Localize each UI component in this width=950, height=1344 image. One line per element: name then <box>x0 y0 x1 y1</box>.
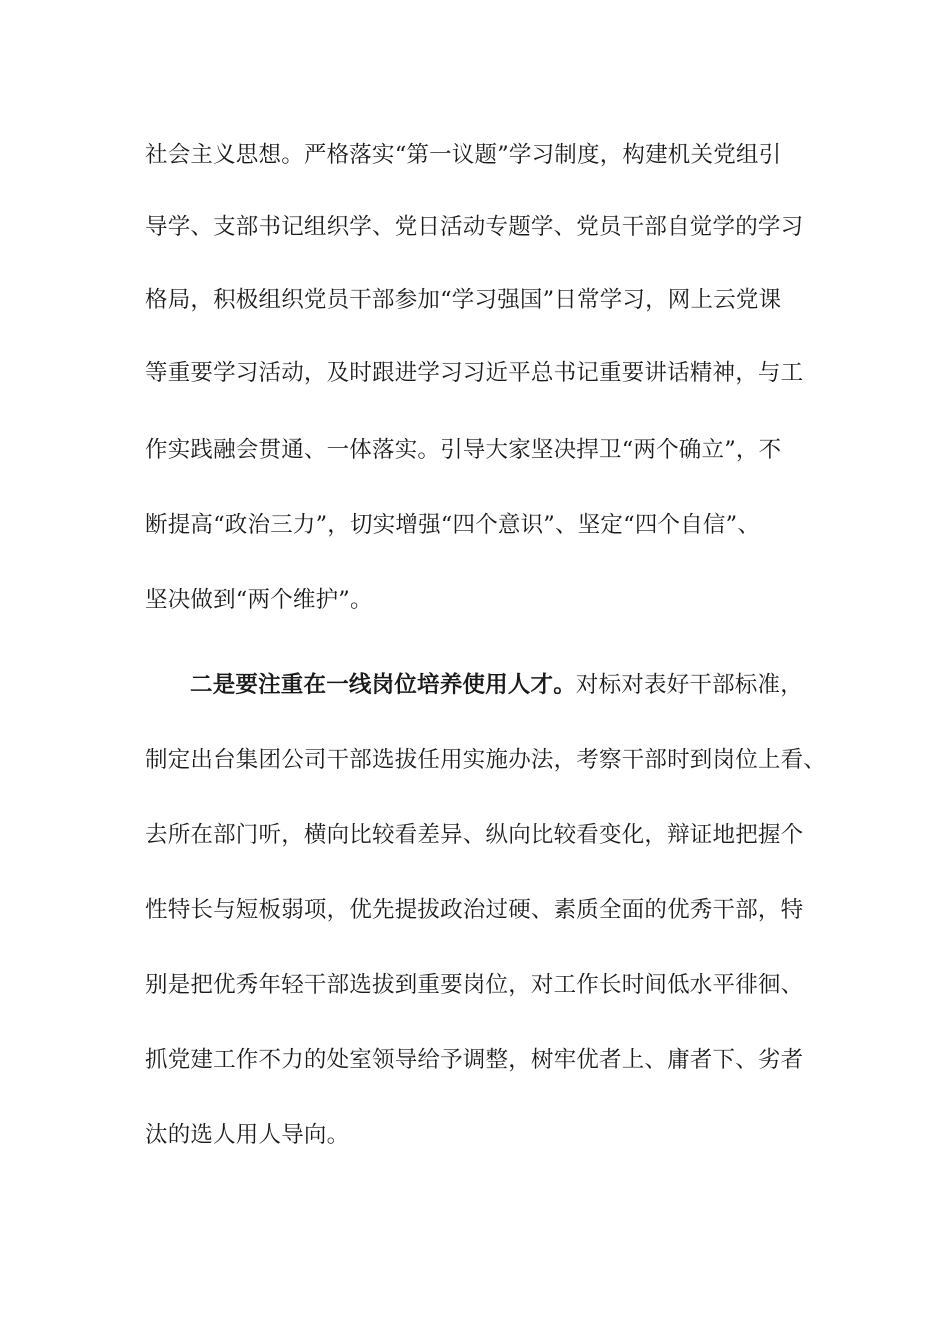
text-line <box>190 670 803 700</box>
text-line: 格局，积极组织党员干部参加“学习强国”日常学习，网上云党课 <box>145 287 782 313</box>
text-line: 断提高“政治三力”，切实增强“四个意识”、坚定“四个自信”、 <box>145 512 761 538</box>
paragraph-heading: 二是要注重在一线岗位培养使用人才。 <box>190 672 576 698</box>
text-line: 性特长与短板弱项，优先提拔政治过硬、素质全面的优秀干部，特 <box>145 897 804 923</box>
text-line: 制定出台集团公司干部选拔任用实施办法，考察干部时到岗位上看、 <box>145 747 827 773</box>
text-line: 社会主义思想。严格落实“第一议题”学习制度，构建机关党组引 <box>145 142 782 168</box>
text-line: 抓党建工作不力的处室领导给予调整，树牢优者上、庸者下、劣者 <box>145 1047 804 1073</box>
text-line: 别是把优秀年轻干部选拔到重要岗位，对工作长时间低水平徘徊、 <box>145 972 804 998</box>
text-line: 作实践融会贯通、一体落实。引导大家坚决捍卫“两个确立”，不 <box>145 437 782 463</box>
paragraph-lead-text: 对标对表好干部标准， <box>575 672 803 698</box>
text-line: 去所在部门听，横向比较看差异、纵向比较看变化，辩证地把握个 <box>145 822 804 848</box>
text-line: 汰的选人用人导向。 <box>145 1122 350 1148</box>
text-line: 坚决做到“两个维护”。 <box>145 587 373 613</box>
text-line: 等重要学习活动，及时跟进学习习近平总书记重要讲话精神，与工 <box>145 360 804 386</box>
text-line: 导学、支部书记组织学、党日活动专题学、党员干部自觉学的学习 <box>145 214 804 240</box>
